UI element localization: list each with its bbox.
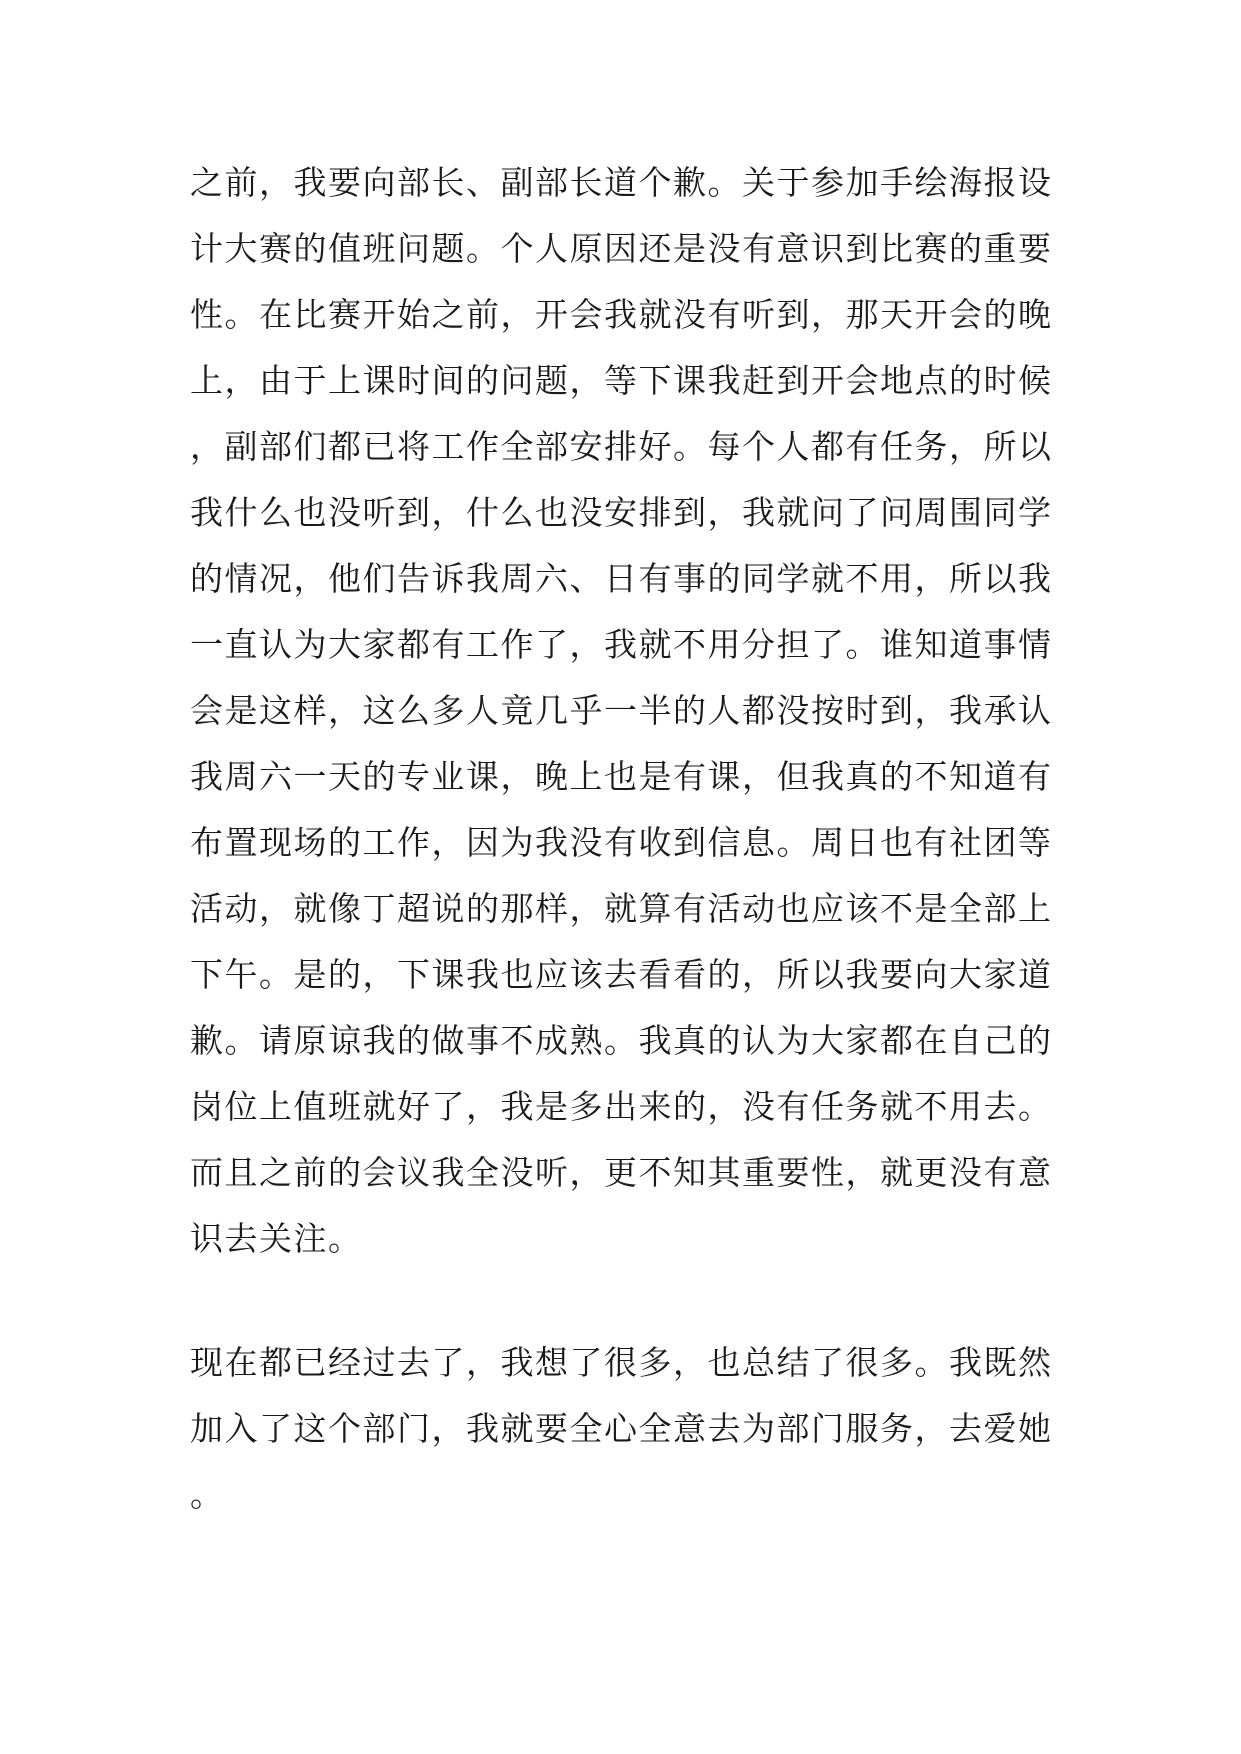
text-line: 一直认为大家都有工作了，我就不用分担了。谁知道事情 bbox=[190, 625, 1053, 664]
text-line: 我周六一天的专业课，晚上也是有课，但我真的不知道有 bbox=[190, 757, 1053, 796]
text-line: 而且之前的会议我全没听，更不知其重要性，就更没有意 bbox=[190, 1153, 1053, 1192]
text-line: 现在都已经过去了，我想了很多，也总结了很多。我既然 bbox=[190, 1343, 1053, 1382]
text-line: ，副部们都已将工作全部安排好。每个人都有任务，所以 bbox=[190, 427, 1053, 466]
text-line: 加入了这个部门，我就要全心全意去为部门服务，去爱她 bbox=[190, 1409, 1053, 1448]
text-line: 歉。请原谅我的做事不成熟。我真的认为大家都在自己的 bbox=[190, 1021, 1053, 1060]
text-line: 下午。是的，下课我也应该去看看的，所以我要向大家道 bbox=[190, 955, 1053, 994]
text-line: 会是这样，这么多人竟几乎一半的人都没按时到，我承认 bbox=[190, 691, 1053, 730]
text-line: 计大赛的值班问题。个人原因还是没有意识到比赛的重要 bbox=[190, 229, 1053, 268]
text-line: 的情况，他们告诉我周六、日有事的同学就不用，所以我 bbox=[190, 559, 1053, 598]
text-line: 。 bbox=[190, 1475, 225, 1514]
paragraph-1 bbox=[190, 150, 1053, 1272]
text-line: 性。在比赛开始之前，开会我就没有听到，那天开会的晚 bbox=[190, 295, 1053, 334]
text-line: 上，由于上课时间的问题，等下课我赶到开会地点的时候 bbox=[190, 361, 1053, 400]
text-line: 识去关注。 bbox=[190, 1219, 363, 1258]
text-line: 之前，我要向部长、副部长道个歉。关于参加手绘海报设 bbox=[190, 163, 1053, 202]
text-line: 岗位上值班就好了，我是多出来的，没有任务就不用去。 bbox=[190, 1087, 1053, 1126]
text-line: 我什么也没听到，什么也没安排到，我就问了问周围同学 bbox=[190, 493, 1053, 532]
text-line: 活动，就像丁超说的那样，就算有活动也应该不是全部上 bbox=[190, 889, 1053, 928]
text-line: 布置现场的工作，因为我没有收到信息。周日也有社团等 bbox=[190, 823, 1053, 862]
paragraph-2 bbox=[190, 1330, 1053, 1528]
